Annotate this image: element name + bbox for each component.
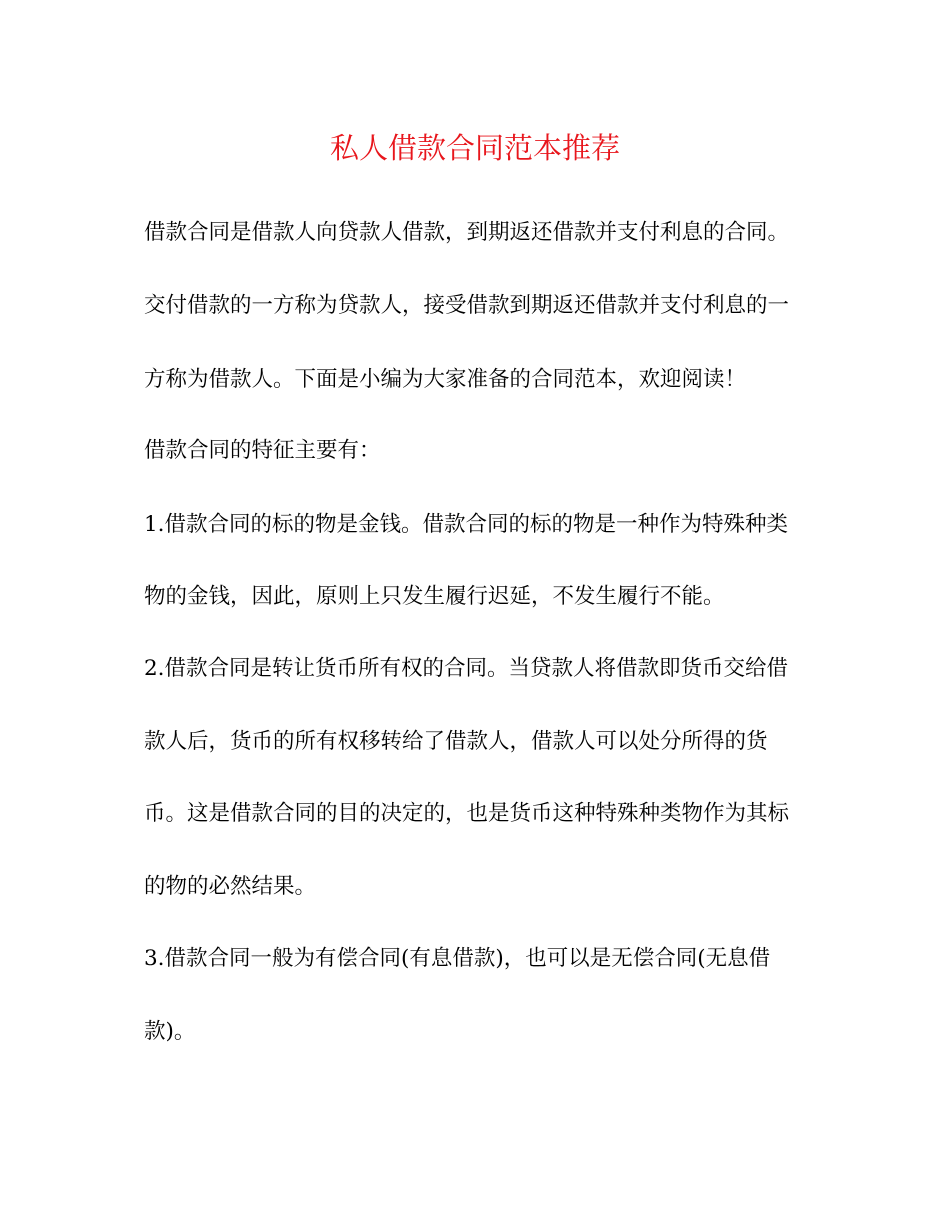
paragraph-line: 方称为借款人。下面是小编为大家准备的合同范本，欢迎阅读！ [144, 367, 747, 392]
paragraph-line: 借款合同是借款人向贷款人借款，到期返还借款并支付利息的合同。 [144, 220, 790, 245]
paragraph-line: 款人后，货币的所有权移转给了借款人，借款人可以处分所得的货 [144, 729, 768, 754]
paragraph-line: 币。这是借款合同的目的决定的，也是货币这种特殊种类物作为其标 [144, 801, 790, 826]
paragraph-line: 的物的必然结果。 [144, 874, 317, 899]
paragraph-line: 物的金钱，因此，原则上只发生履行迟延，不发生履行不能。 [144, 584, 725, 609]
document-title: 私人借款合同范本推荐 [329, 131, 620, 165]
paragraph-line: 交付借款的一方称为贷款人，接受借款到期返还借款并支付利息的一 [144, 293, 790, 318]
paragraph-line: 2.借款合同是转让货币所有权的合同。当贷款人将借款即货币交给借 [144, 656, 789, 681]
paragraph-line: 款)。 [144, 1019, 196, 1044]
paragraph-line: 借款合同的特征主要有： [144, 438, 381, 463]
paragraph-line: 1.借款合同的标的物是金钱。借款合同的标的物是一种作为特殊种类 [144, 512, 789, 537]
paragraph-line: 3.借款合同一般为有偿合同(有息借款)，也可以是无偿合同(无息借 [144, 946, 771, 971]
